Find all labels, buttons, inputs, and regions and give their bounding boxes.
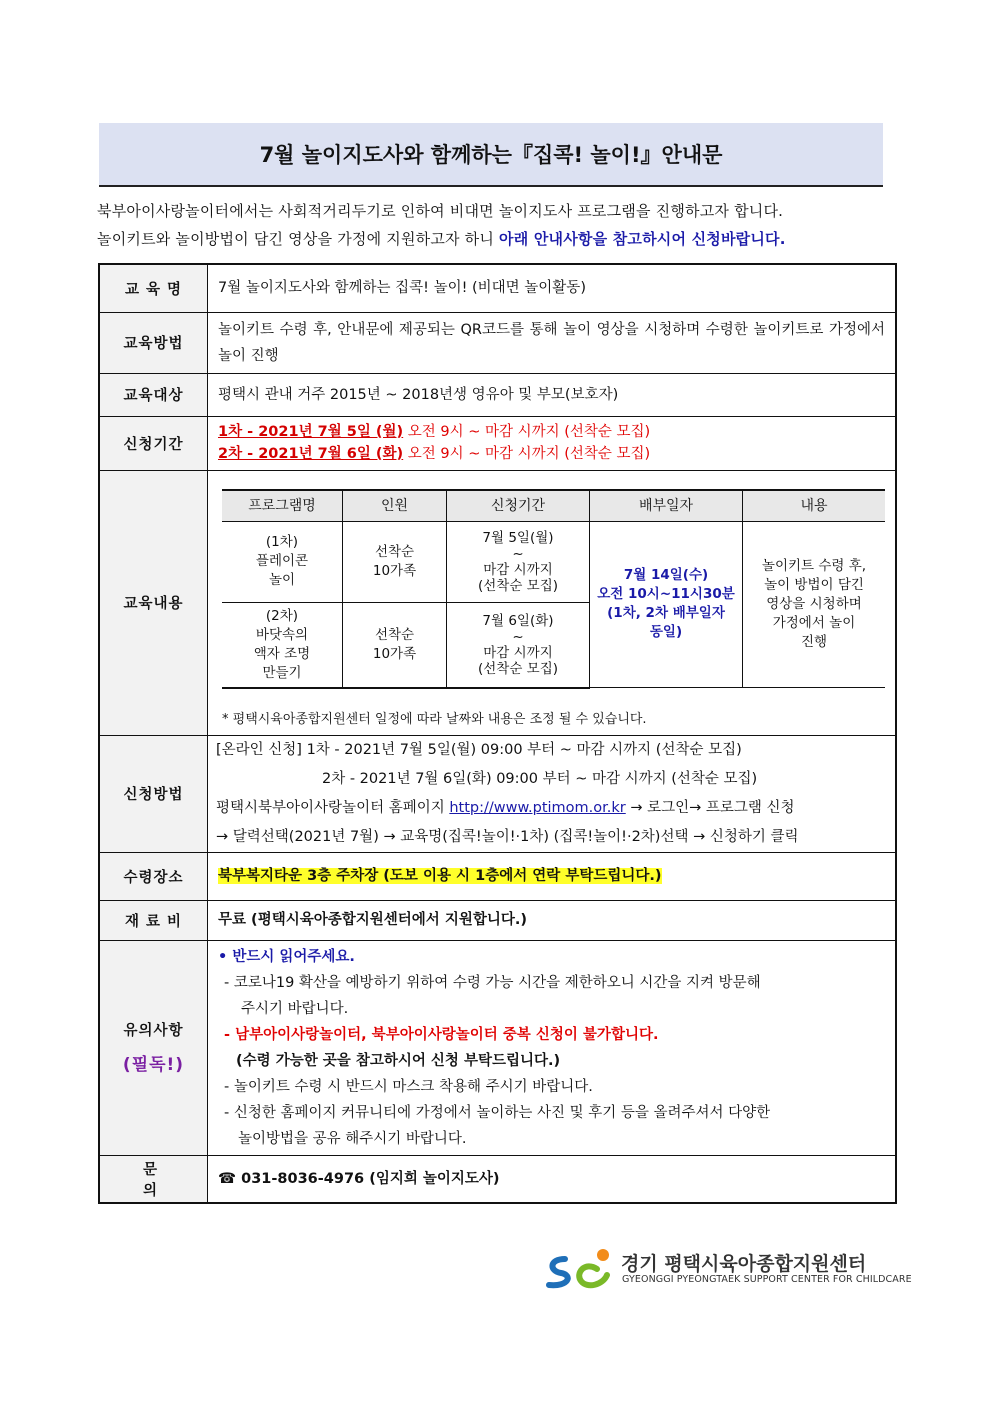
program-2-name-l4: 만들기: [262, 664, 302, 681]
program-2-people-l1: 선착순: [374, 626, 415, 643]
round1-line: [218, 421, 885, 443]
value-fee: 무료 (평택시육아종합지원센터에서 지원합니다.): [208, 900, 897, 940]
apply-line-3-post: → 로그인→ 프로그램 신청: [625, 799, 795, 816]
header-content: 내용: [743, 490, 886, 522]
value-apply-method: [208, 735, 897, 852]
apply-line-3-pre: 평택시북부아이사랑놀이터 홈페이지: [216, 799, 450, 816]
contact-text: 031-8036-4976 (임지희 놀이지도사): [241, 1170, 500, 1187]
apply-line-4: → 달력선택(2021년 7월) → 교육명(집콕!놀이!·1차) (집콕!놀이!·2차)선택 → 신청하기 클릭: [216, 828, 799, 845]
notes-item-1b: 주시기 바랍니다.: [241, 1000, 349, 1017]
intro-line-2: [97, 225, 897, 253]
round2-date: 2차 - 2021년 7월 6일 (화): [218, 446, 404, 462]
value-edu-content: [208, 470, 897, 735]
label-edu-target: 교육대상: [99, 373, 208, 416]
distribution-l1: 7월 14일(수): [623, 567, 709, 584]
program-2-name-l3: 액자 조명: [253, 645, 311, 662]
org-name-en: GYEONGGI PYEONGTAEK SUPPORT CENTER FOR CHILDCARE: [622, 1274, 912, 1285]
program-2-period-l3: 마감 시까지: [483, 644, 553, 661]
header-distribution: 배부일자: [590, 490, 743, 522]
round2-time: 오전 9시 ~ 마감 시까지 (선착순 모집): [403, 446, 651, 462]
program-1-people-l2: 10가족: [372, 562, 417, 579]
program-2-period-l1: 7월 6일(화): [482, 612, 554, 629]
content-l3: 영상을 시청하며: [766, 595, 862, 612]
row-edu-name: [99, 264, 896, 312]
program-1-period-l1: 7월 5일(월): [482, 529, 554, 546]
header-period: 신청기간: [447, 490, 590, 522]
apply-line-2: 2차 - 2021년 7월 6일(화) 09:00 부터 ~ 마감 시까지 (선착순 모집): [322, 770, 758, 787]
notes-head: • 반드시 읽어주세요.: [218, 948, 355, 965]
row-edu-content: [99, 470, 896, 735]
notes-item-2b: (수령 가능한 곳을 참고하시어 신청 부탁드립니다.): [236, 1052, 561, 1069]
content-cell: [743, 521, 886, 688]
notes-item-1a: - 코로나19 확산을 예방하기 위하여 수령 가능 시간을 제한하오니 시간을 지켜 방문해: [224, 974, 761, 991]
label-pickup: 수령장소: [99, 852, 208, 900]
distribution-l4: 동일): [649, 624, 683, 641]
program-1-period-l2: ~: [512, 545, 524, 562]
row-apply-method: [99, 735, 896, 852]
distribution-cell: [590, 521, 743, 688]
program-2-people-l2: 10가족: [372, 645, 417, 662]
apply-line-3: [216, 794, 887, 823]
row-edu-target: [99, 373, 896, 416]
distribution-l3: (1차, 2차 배부일자: [607, 605, 725, 622]
program-1-period: [447, 521, 590, 602]
program-1-period-l4: (선착순 모집): [477, 577, 559, 594]
value-edu-target: 평택시 관내 거주 2015년 ~ 2018년생 영유아 및 부모(보호자): [208, 373, 897, 416]
program-2-period: [447, 602, 590, 688]
label-apply-method: 신청방법: [99, 735, 208, 852]
label-edu-content: 교육내용: [99, 470, 208, 735]
program-2-name-l2: 바닷속의: [255, 626, 309, 643]
program-1-name: [222, 521, 343, 602]
notes-item-3: - 놀이키트 수령 시 반드시 마스크 착용해 주시기 바랍니다.: [224, 1078, 593, 1095]
label-edu-method: 교육방법: [99, 312, 208, 373]
notes-label: 유의사항: [123, 1022, 184, 1039]
row-contact: [99, 1155, 896, 1203]
round1-date: 1차 - 2021년 7월 5일 (월): [218, 424, 404, 440]
row-fee: [99, 900, 896, 940]
page-title-text: 7월 놀이지도사와 함께하는『집콕! 놀이!』안내문: [259, 143, 723, 167]
intro-text: [97, 197, 897, 253]
notes-item-4a: - 신청한 홈페이지 커뮤니티에 가정에서 놀이하는 사진 및 후기 등을 올려주셔서 다양한: [224, 1104, 771, 1121]
value-apply-period: [208, 416, 897, 470]
program-2-period-l2: ~: [512, 628, 524, 645]
notes-label-must-read: (필독!): [122, 1054, 185, 1075]
program-1-name-l1: (1차): [265, 534, 299, 550]
program-2-name: [222, 602, 343, 688]
program-row-1: [222, 521, 885, 602]
page-title: [99, 123, 883, 187]
program-1-period-l3: 마감 시까지: [483, 561, 553, 578]
program-1-people-l1: 선착순: [374, 543, 415, 560]
info-table: [98, 263, 897, 1204]
org-name-kr: 경기 평택시육아종합지원센터: [621, 1253, 867, 1275]
value-edu-name: 7월 놀이지도사와 함께하는 집콕! 놀이! (비대면 놀이활동): [208, 264, 897, 312]
program-1-name-l2: 플레이콘: [255, 553, 309, 569]
label-contact: 문 의: [99, 1155, 208, 1203]
program-2-name-l1: (2차): [265, 607, 299, 624]
homepage-link[interactable]: http://www.ptimom.or.kr: [449, 799, 626, 816]
program-2-people: [343, 602, 447, 688]
header-people: 인원: [343, 490, 447, 522]
notes-item-2a: - 남부아이사랑놀이터, 북부아이사랑놀이터 중복 신청이 불가합니다.: [224, 1026, 659, 1043]
distribution-l2: 오전 10시~11시30분: [597, 586, 735, 603]
apply-line-1: [온라인 신청] 1차 - 2021년 7월 5일(월) 09:00 부터 ~ 마감 시까지 (선착순 모집): [216, 741, 742, 758]
value-edu-method: 놀이키트 수령 후, 안내문에 제공되는 QR코드를 통해 놀이 영상을 시청하며 수령한 놀이키트로 가정에서 놀이 진행: [208, 312, 897, 373]
intro-line-2-plain: 놀이키트와 놀이방법이 담긴 영상을 가정에 지원하고자 하니: [97, 230, 500, 248]
row-notes: [99, 940, 896, 1155]
content-l5: 진행: [800, 633, 828, 650]
row-pickup: [99, 852, 896, 900]
program-table: [222, 489, 885, 689]
pickup-text: 북부복지타운 3층 주차장 (도보 이용 시 1층에서 연락 부탁드립니다.): [218, 868, 662, 884]
label-apply-period: 신청기간: [99, 416, 208, 470]
row-apply-period: [99, 416, 896, 470]
value-contact: [208, 1155, 897, 1203]
label-edu-name: 교 육 명: [99, 264, 208, 312]
content-l2: 놀이 방법이 담긴: [764, 576, 864, 593]
value-pickup: [208, 852, 897, 900]
label-fee: 재 료 비: [99, 900, 208, 940]
content-l4: 가정에서 놀이: [772, 614, 856, 631]
content-l1: 놀이키트 수령 후,: [761, 557, 867, 574]
round2-line: [218, 443, 885, 465]
value-notes: [208, 940, 897, 1155]
notes-item-4b: 놀이방법을 공유 해주시기 바랍니다.: [238, 1130, 467, 1147]
label-notes: [99, 940, 208, 1155]
program-1-people: [343, 521, 447, 602]
phone-icon: ☎: [218, 1170, 237, 1187]
intro-line-2-highlight: 아래 안내사항을 참고하시어 신청바랍니다.: [499, 230, 786, 248]
content-note: * 평택시육아종합지원센터 일정에 따라 날짜와 내용은 조정 될 수 있습니다.: [222, 711, 647, 727]
program-1-name-l3: 놀이: [268, 572, 296, 588]
round1-time: 오전 9시 ~ 마감 시까지 (선착순 모집): [403, 424, 651, 440]
program-2-period-l4: (선착순 모집): [477, 660, 559, 677]
row-edu-method: [99, 312, 896, 373]
header-program: 프로그램명: [222, 490, 343, 522]
intro-line-1: 북부아이사랑놀이터에서는 사회적거리두기로 인하여 비대면 놀이지도사 프로그램을 진행하고자 합니다.: [97, 202, 784, 220]
